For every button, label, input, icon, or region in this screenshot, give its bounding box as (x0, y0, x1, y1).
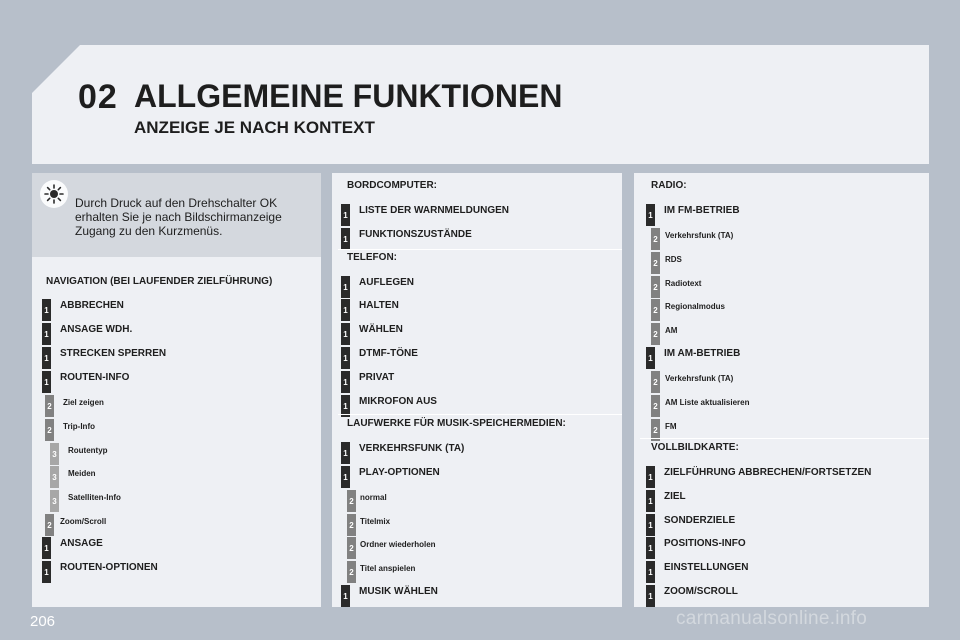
level-badge: 1 (341, 371, 350, 393)
menu-item (42, 347, 322, 371)
menu-item-label: ROUTEN-OPTIONEN (60, 562, 158, 573)
menu-item (651, 228, 931, 252)
level-badge: 1 (341, 228, 350, 250)
menu-item-label: Titelmix (360, 517, 391, 526)
menu-item (50, 490, 330, 514)
menu-item (646, 490, 926, 514)
section-heading-bordcomputer: BORDCOMPUTER: (347, 180, 437, 191)
menu-item (651, 419, 931, 443)
menu-item-label: LISTE DER WARNMELDUNGEN (359, 205, 509, 216)
menu-item (42, 537, 322, 561)
menu-item (347, 490, 627, 514)
menu-item-label: MUSIK WÄHLEN (359, 586, 438, 597)
menu-item-label: Meiden (68, 469, 96, 478)
menu-item (341, 323, 621, 347)
menu-item-label: PLAY-OPTIONEN (359, 467, 440, 478)
menu-item (646, 537, 926, 561)
level-badge: 2 (45, 395, 54, 417)
menu-item-label: ABBRECHEN (60, 300, 124, 311)
menu-item (341, 466, 621, 490)
level-badge: 1 (341, 204, 350, 226)
menu-item-label: Radiotext (665, 279, 702, 288)
level-badge: 2 (651, 323, 660, 345)
level-badge: 1 (341, 276, 350, 298)
chapter-number: 02 (78, 78, 118, 116)
level-badge: 1 (646, 514, 655, 536)
section-divider (640, 438, 929, 439)
level-badge: 3 (50, 443, 59, 465)
level-badge: 1 (42, 347, 51, 369)
level-badge: 2 (651, 228, 660, 250)
menu-item-label: POSITIONS-INFO (664, 538, 746, 549)
level-badge: 2 (45, 419, 54, 441)
menu-item-label: ZIELFÜHRUNG ABBRECHEN/FORTSETZEN (664, 467, 872, 478)
menu-item-label: ANSAGE (60, 538, 103, 549)
level-badge: 1 (646, 585, 655, 607)
level-badge: 1 (646, 466, 655, 488)
level-badge: 1 (646, 537, 655, 559)
menu-item-label: STRECKEN SPERREN (60, 348, 167, 359)
menu-item (651, 323, 931, 347)
menu-item (651, 395, 931, 419)
level-badge: 2 (651, 252, 660, 274)
menu-item (651, 371, 931, 395)
level-badge: 1 (341, 395, 350, 417)
menu-item (341, 299, 621, 323)
menu-item (651, 299, 931, 323)
section-heading-radio: RADIO: (651, 180, 687, 191)
level-badge: 1 (42, 299, 51, 321)
menu-item-label: DTMF-TÖNE (359, 348, 418, 359)
level-badge: 3 (50, 466, 59, 488)
page-number: 206 (30, 613, 56, 630)
level-badge: 2 (651, 395, 660, 417)
menu-item-label: WÄHLEN (359, 324, 403, 335)
section-heading-vollbildkarte: VOLLBILDKARTE: (651, 442, 739, 453)
section-heading-telefon: TELEFON: (347, 252, 397, 263)
menu-item-label: Regionalmodus (665, 302, 726, 311)
section-heading-laufwerke: LAUFWERKE FÜR MUSIK-SPEICHERMEDIEN: (347, 418, 566, 429)
menu-item (50, 443, 330, 467)
menu-item-label: Trip-Info (63, 422, 95, 431)
menu-item (646, 204, 926, 228)
level-badge: 1 (42, 561, 51, 583)
menu-item-label: ANSAGE WDH. (60, 324, 133, 335)
menu-item-label: FUNKTIONSZUSTÄNDE (359, 229, 472, 240)
level-badge: 1 (341, 299, 350, 321)
level-badge: 2 (347, 561, 356, 583)
level-badge: 1 (42, 323, 51, 345)
menu-item-label: MIKROFON AUS (359, 396, 437, 407)
menu-item (341, 347, 621, 371)
menu-item (45, 395, 325, 419)
level-badge: 1 (646, 347, 655, 369)
menu-item-label: RDS (665, 255, 682, 264)
level-badge: 1 (646, 490, 655, 512)
level-badge: 3 (50, 490, 59, 512)
menu-item-label: ZOOM/SCROLL (664, 586, 738, 597)
menu-item (646, 347, 926, 371)
page-subtitle: ANZEIGE JE NACH KONTEXT (134, 118, 375, 137)
menu-item (341, 371, 621, 395)
menu-item-label: Titel anspielen (360, 564, 416, 573)
menu-item (42, 371, 322, 395)
section-divider (338, 414, 622, 415)
level-badge: 1 (42, 537, 51, 559)
menu-item-label: Ziel zeigen (63, 398, 104, 407)
menu-item-label: ZIEL (664, 491, 686, 502)
menu-item-label: Ordner wiederholen (360, 540, 436, 549)
menu-item-label: FM (665, 422, 677, 431)
menu-item-label: AUFLEGEN (359, 277, 414, 288)
note-text: Durch Druck auf den Drehschalter OK erhalten Sie je nach Bildschirmanzeige Zugang zu den Kurzmenüs. (75, 196, 282, 238)
menu-item (347, 561, 627, 585)
menu-item (341, 585, 621, 609)
menu-item (646, 514, 926, 538)
menu-item (45, 419, 325, 443)
menu-item-label: Verkehrsfunk (TA) (665, 374, 734, 383)
level-badge: 1 (646, 204, 655, 226)
level-badge: 1 (341, 442, 350, 464)
level-badge: 2 (651, 371, 660, 393)
level-badge: 2 (347, 537, 356, 559)
level-badge: 2 (651, 276, 660, 298)
menu-item-label: Verkehrsfunk (TA) (665, 231, 734, 240)
level-badge: 1 (42, 371, 51, 393)
menu-item-label: normal (360, 493, 387, 502)
menu-item (341, 276, 621, 300)
menu-item (42, 561, 322, 585)
menu-item (341, 442, 621, 466)
level-badge: 2 (651, 299, 660, 321)
menu-item-label: PRIVAT (359, 372, 395, 383)
menu-item-label: VERKEHRSFUNK (TA) (359, 443, 465, 454)
menu-item (646, 466, 926, 490)
menu-item-label: IM FM-BETRIEB (664, 205, 740, 216)
level-badge: 2 (45, 514, 54, 536)
menu-item-label: SONDERZIELE (664, 515, 736, 526)
level-badge: 1 (341, 347, 350, 369)
menu-item-label: Zoom/Scroll (60, 517, 107, 526)
menu-item (646, 585, 926, 609)
menu-item-label: EINSTELLUNGEN (664, 562, 749, 573)
menu-item-label: Routentyp (68, 446, 108, 455)
level-badge: 1 (646, 561, 655, 583)
section-heading-navigation: NAVIGATION (BEI LAUFENDER ZIELFÜHRUNG) (46, 276, 273, 287)
page-title: ALLGEMEINE FUNKTIONEN (134, 78, 563, 114)
watermark: carmanualsonline.info (676, 608, 868, 629)
menu-item-label: HALTEN (359, 300, 399, 311)
menu-item (347, 514, 627, 538)
level-badge: 2 (347, 490, 356, 512)
menu-item (45, 514, 325, 538)
menu-item-label: ROUTEN-INFO (60, 372, 130, 383)
menu-item (341, 204, 621, 228)
level-badge: 1 (341, 466, 350, 488)
level-badge: 1 (341, 585, 350, 607)
level-badge: 1 (341, 323, 350, 345)
menu-item-label: Satelliten-Info (68, 493, 121, 502)
menu-item (42, 299, 322, 323)
level-badge: 2 (347, 514, 356, 536)
menu-item (651, 276, 931, 300)
menu-item (651, 252, 931, 276)
menu-item (50, 466, 330, 490)
menu-item-label: AM (665, 326, 678, 335)
section-divider (338, 249, 622, 250)
menu-item (646, 561, 926, 585)
sun-icon (40, 180, 68, 208)
menu-item-label: IM AM-BETRIEB (664, 348, 741, 359)
menu-item (341, 395, 621, 419)
menu-item (42, 323, 322, 347)
level-badge: 2 (651, 419, 660, 441)
menu-item (347, 537, 627, 561)
menu-item-label: AM Liste aktualisieren (665, 398, 750, 407)
